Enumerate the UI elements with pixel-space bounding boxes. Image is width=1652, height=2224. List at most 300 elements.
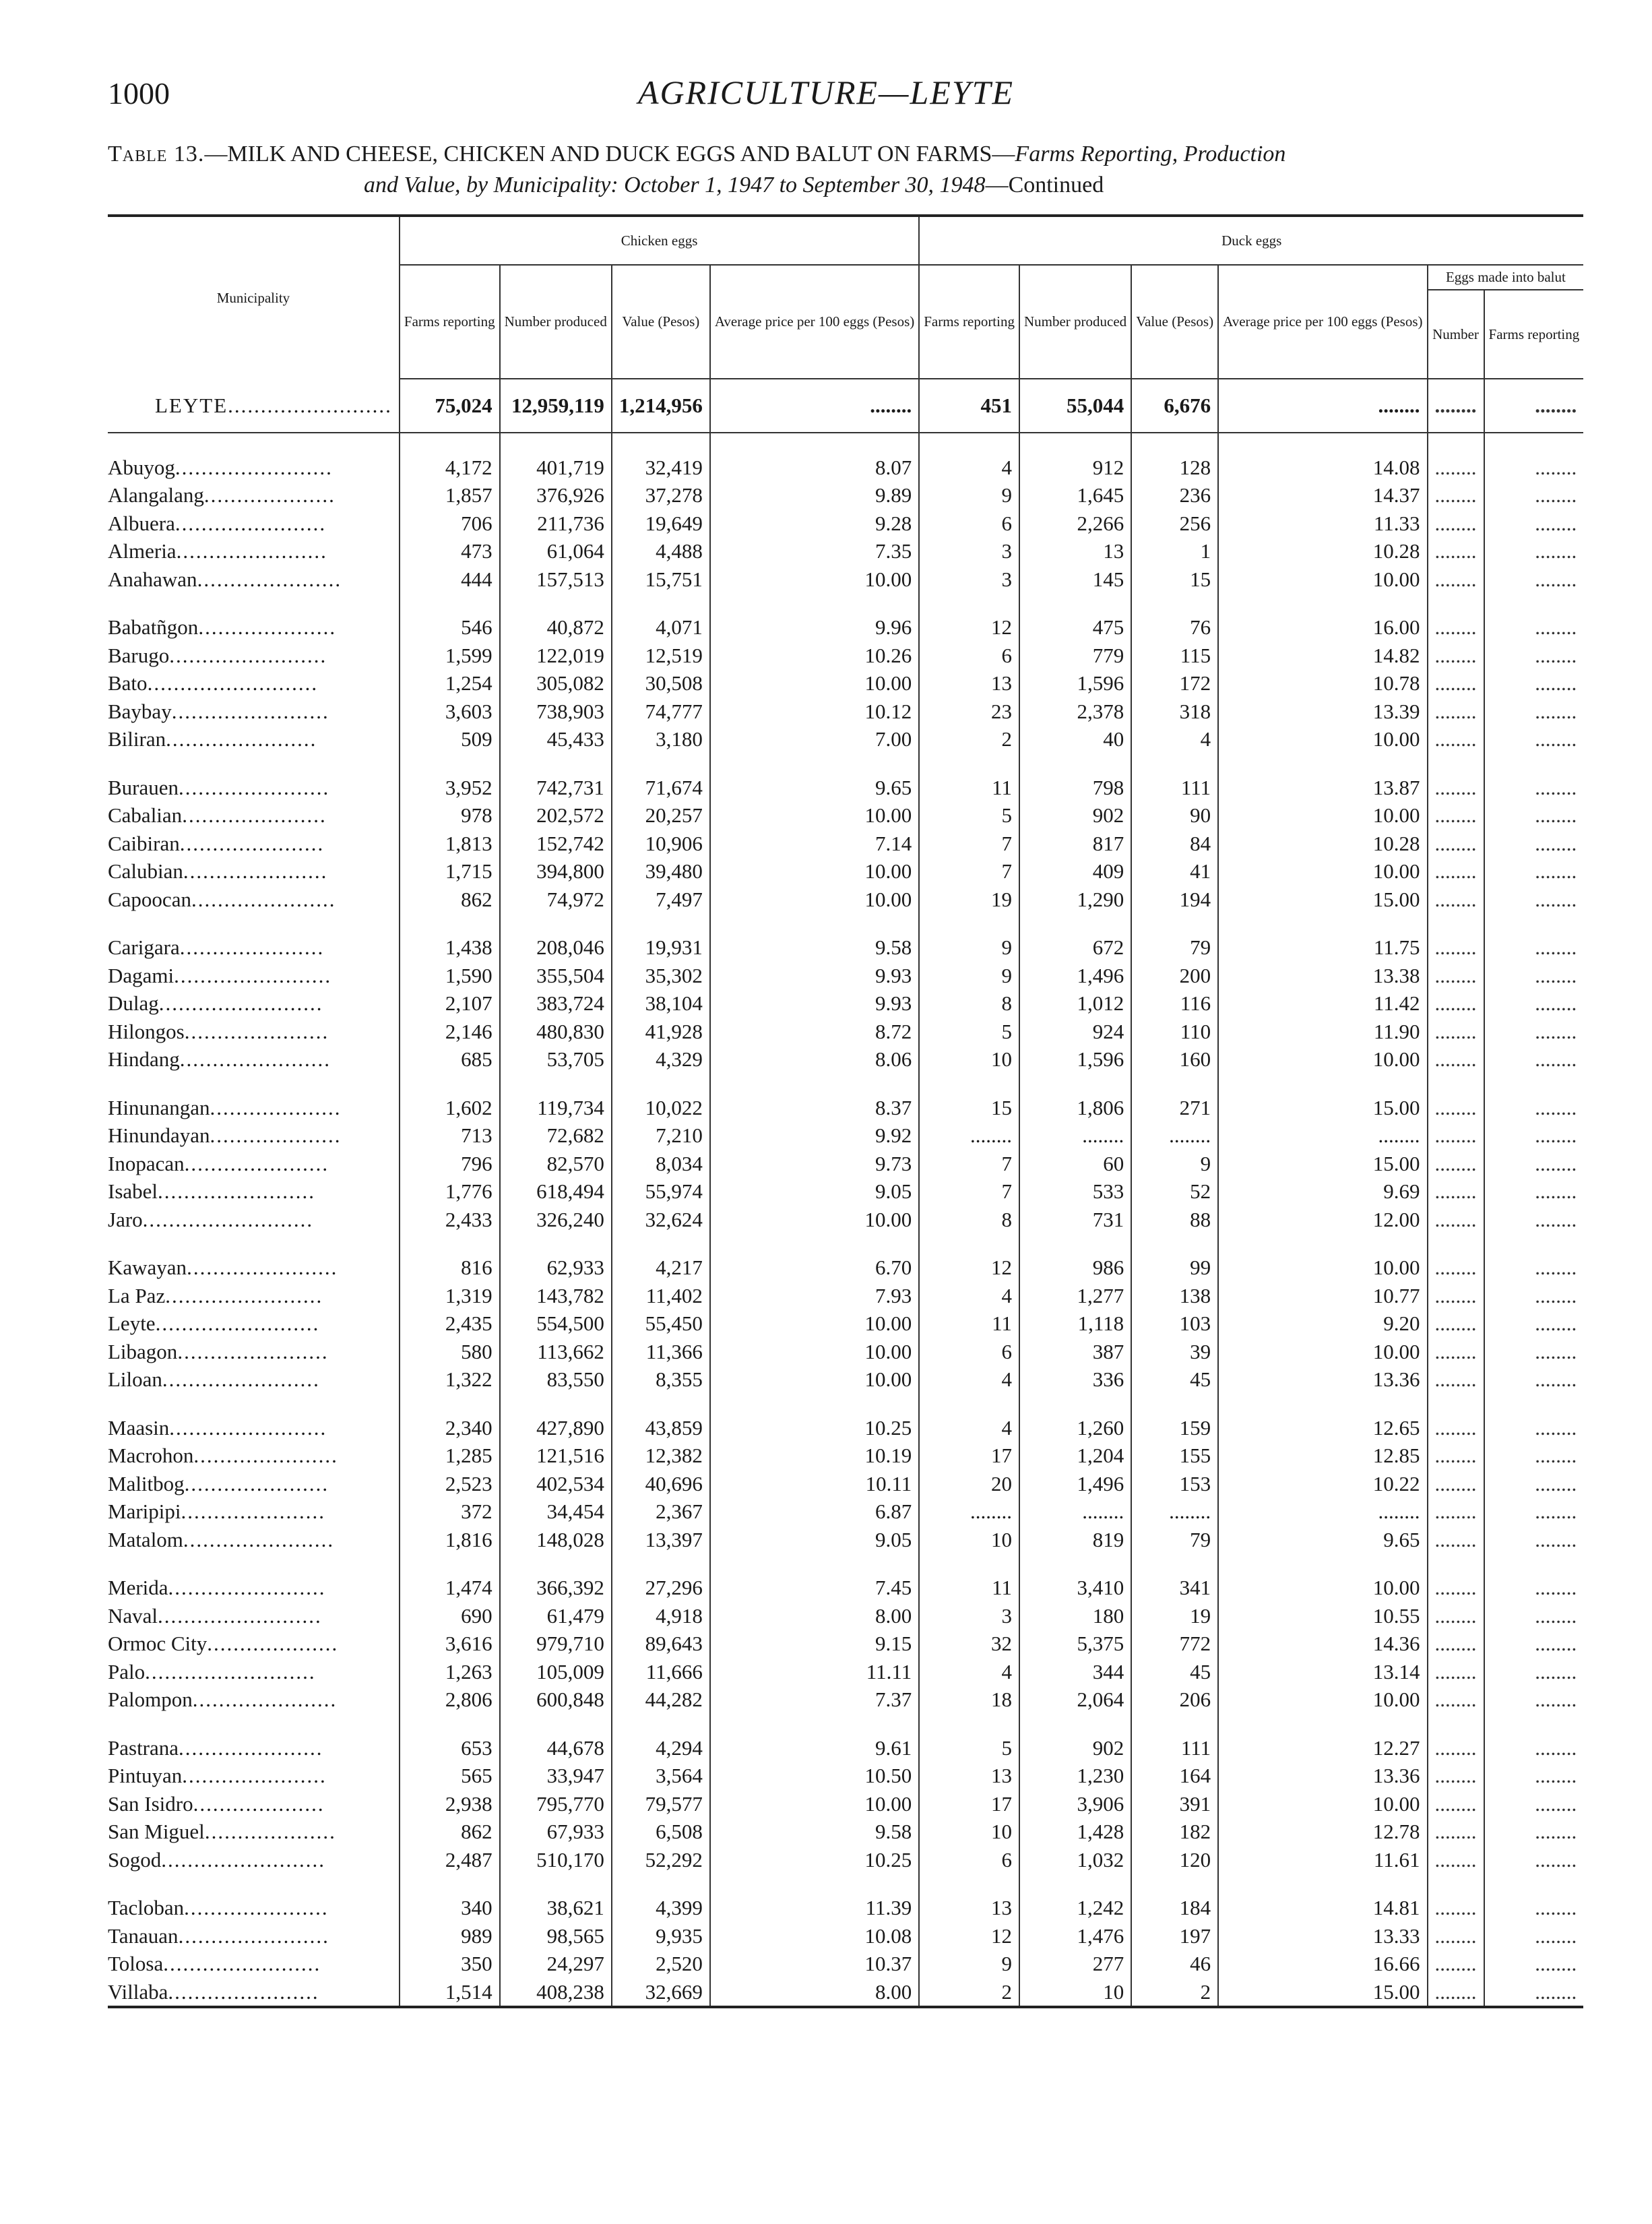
- cell-balut-farms: ........: [1484, 698, 1584, 726]
- cell-c-value: 19,649: [612, 509, 710, 538]
- municipality-name: [108, 1394, 400, 1442]
- municipality-label: La Paz: [108, 1283, 166, 1307]
- cell-d-avg: 10.22: [1218, 1470, 1427, 1498]
- cell-d-avg: 15.00: [1218, 1150, 1427, 1178]
- cell-balut-number: ........: [1428, 1526, 1484, 1554]
- cell-balut-farms: ........: [1484, 1553, 1584, 1602]
- cell-d-number: 1,596: [1019, 669, 1131, 698]
- cell-d-value: ........: [1131, 1497, 1218, 1526]
- cell-balut-number: ........: [1428, 1233, 1484, 1282]
- cell-balut-number: ........: [1428, 379, 1484, 433]
- dot-leader: ......................: [179, 1735, 323, 1760]
- table-row: [108, 1658, 1583, 1686]
- cell-c-value: 38,104: [612, 989, 710, 1018]
- dot-leader: ......................: [193, 1444, 338, 1467]
- municipality-name: [108, 1365, 400, 1394]
- cell-balut-farms: ........: [1484, 1338, 1584, 1366]
- dot-leader: .......................: [179, 1047, 331, 1071]
- cell-c-avg: 9.05: [710, 1526, 919, 1554]
- cell-c-farms: 1,857: [400, 481, 500, 509]
- cell-balut-farms: ........: [1484, 1922, 1584, 1950]
- cell-d-number: 779: [1019, 642, 1131, 670]
- cell-d-value: 103: [1131, 1309, 1218, 1338]
- municipality-name: [108, 1630, 400, 1658]
- cell-d-avg: 15.00: [1218, 1978, 1427, 2008]
- cell-c-farms: 546: [400, 593, 500, 642]
- municipality-name: [108, 857, 400, 886]
- cell-c-number: 554,500: [500, 1309, 612, 1338]
- cell-d-farms: 4: [919, 1365, 1019, 1394]
- cell-balut-farms: ........: [1484, 1950, 1584, 1978]
- cell-d-avg: 14.82: [1218, 642, 1427, 670]
- cell-c-number: 53,705: [500, 1045, 612, 1074]
- cell-c-avg: 10.00: [710, 669, 919, 698]
- cell-c-value: 55,974: [612, 1177, 710, 1206]
- cell-d-number: 902: [1019, 801, 1131, 830]
- table-row: [108, 830, 1583, 858]
- municipality-label: Biliran: [108, 727, 166, 751]
- cell-d-avg: 10.00: [1218, 857, 1427, 886]
- cell-c-farms: 1,715: [400, 857, 500, 886]
- cell-balut-number: ........: [1428, 1950, 1484, 1978]
- cell-c-number: 82,570: [500, 1150, 612, 1178]
- cell-c-value: 32,419: [612, 433, 710, 482]
- cell-balut-farms: ........: [1484, 989, 1584, 1018]
- header-chicken-number: Number produced: [500, 265, 612, 379]
- municipality-label: Pastrana: [108, 1735, 179, 1760]
- cell-d-farms: 17: [919, 1442, 1019, 1470]
- cell-balut-number: ........: [1428, 1470, 1484, 1498]
- cell-d-value: 99: [1131, 1233, 1218, 1282]
- municipality-name: [108, 593, 400, 642]
- cell-c-avg: 11.11: [710, 1658, 919, 1686]
- dot-leader: .........................: [155, 1311, 320, 1335]
- cell-c-farms: 2,523: [400, 1470, 500, 1498]
- dot-leader: ........................: [168, 1576, 326, 1599]
- municipality-label: Ormoc City: [108, 1632, 208, 1655]
- dot-leader: ......................: [184, 1151, 329, 1175]
- cell-c-value: 3,180: [612, 725, 710, 753]
- cell-d-farms: 15: [919, 1074, 1019, 1122]
- municipality-label: Pintuyan: [108, 1764, 183, 1787]
- cell-balut-number: ........: [1428, 1846, 1484, 1874]
- cell-d-number: 1,012: [1019, 989, 1131, 1018]
- municipality-name: [108, 565, 400, 594]
- cell-c-avg: 9.93: [710, 962, 919, 990]
- cell-d-number: 817: [1019, 830, 1131, 858]
- table-row: [108, 1394, 1583, 1442]
- cell-d-avg: 10.00: [1218, 1338, 1427, 1366]
- cell-balut-number: ........: [1428, 537, 1484, 565]
- cell-balut-number: ........: [1428, 433, 1484, 482]
- cell-c-value: 4,294: [612, 1714, 710, 1762]
- cell-d-value: 153: [1131, 1470, 1218, 1498]
- cell-balut-farms: ........: [1484, 857, 1584, 886]
- cell-d-value: 39: [1131, 1338, 1218, 1366]
- cell-c-number: 121,516: [500, 1442, 612, 1470]
- cell-d-value: 79: [1131, 1526, 1218, 1554]
- municipality-label: Kawayan: [108, 1256, 187, 1279]
- page-number: 1000: [108, 76, 170, 111]
- cell-d-farms: 3: [919, 565, 1019, 594]
- cell-c-farms: 1,474: [400, 1553, 500, 1602]
- table-row: [108, 1045, 1583, 1074]
- table-row: [108, 1206, 1583, 1234]
- cell-c-farms: 685: [400, 1045, 500, 1074]
- cell-d-value: 160: [1131, 1045, 1218, 1074]
- municipality-name: [108, 1497, 400, 1526]
- dot-leader: ....................: [207, 1632, 339, 1655]
- cell-balut-number: ........: [1428, 1074, 1484, 1122]
- cell-d-value: 15: [1131, 565, 1218, 594]
- cell-c-farms: 2,107: [400, 989, 500, 1018]
- cell-balut-number: ........: [1428, 857, 1484, 886]
- cell-balut-farms: ........: [1484, 1630, 1584, 1658]
- table-row: [108, 1526, 1583, 1554]
- cell-balut-number: ........: [1428, 1018, 1484, 1046]
- cell-balut-number: ........: [1428, 481, 1484, 509]
- cell-d-avg: 10.78: [1218, 669, 1427, 698]
- cell-d-avg: 12.85: [1218, 1442, 1427, 1470]
- cell-d-avg: 13.38: [1218, 962, 1427, 990]
- cell-d-number: 3,906: [1019, 1790, 1131, 1818]
- cell-d-value: 200: [1131, 962, 1218, 990]
- cell-balut-number: ........: [1428, 1282, 1484, 1310]
- municipality-label: Matalom: [108, 1527, 183, 1551]
- table-row: [108, 1177, 1583, 1206]
- cell-d-avg: ........: [1218, 1497, 1427, 1526]
- dot-leader: .......................: [166, 727, 317, 751]
- cell-balut-number: ........: [1428, 1121, 1484, 1150]
- cell-d-value: 2: [1131, 1978, 1218, 2008]
- table-row: [108, 989, 1583, 1018]
- dot-leader: ......................: [184, 1896, 329, 1919]
- cell-c-value: 15,751: [612, 565, 710, 594]
- header-chicken-farms: Farms reporting: [400, 265, 500, 379]
- cell-c-number: 40,872: [500, 593, 612, 642]
- cell-d-farms: 12: [919, 1922, 1019, 1950]
- table-row: [108, 1978, 1583, 2008]
- dot-leader: ......................: [182, 803, 327, 827]
- cell-c-farms: 796: [400, 1150, 500, 1178]
- cell-d-value: 172: [1131, 669, 1218, 698]
- cell-balut-number: ........: [1428, 1922, 1484, 1950]
- cell-d-farms: 4: [919, 433, 1019, 482]
- cell-d-avg: 11.61: [1218, 1846, 1427, 1874]
- cell-c-value: 7,497: [612, 886, 710, 914]
- cell-c-value: 74,777: [612, 698, 710, 726]
- cell-balut-farms: ........: [1484, 669, 1584, 698]
- cell-c-farms: 1,263: [400, 1658, 500, 1686]
- cell-c-value: 11,366: [612, 1338, 710, 1366]
- table-row: [108, 1602, 1583, 1630]
- municipality-name: [108, 669, 400, 698]
- cell-d-farms: 12: [919, 593, 1019, 642]
- dot-leader: ........................: [162, 1367, 320, 1391]
- cell-d-avg: 13.39: [1218, 698, 1427, 726]
- municipality-name: [108, 1950, 400, 1978]
- dot-leader: ......................: [182, 1764, 327, 1787]
- table-row: [108, 1790, 1583, 1818]
- municipality-label: Palompon: [108, 1688, 193, 1711]
- cell-balut-farms: ........: [1484, 1526, 1584, 1554]
- municipality-name: [108, 481, 400, 509]
- cell-d-farms: 4: [919, 1394, 1019, 1442]
- cell-d-avg: 13.87: [1218, 753, 1427, 802]
- cell-c-farms: 2,340: [400, 1394, 500, 1442]
- municipality-label: Hindang: [108, 1047, 180, 1071]
- table-row: [108, 1762, 1583, 1790]
- table-row: [108, 1714, 1583, 1762]
- table-row: [108, 1282, 1583, 1310]
- dot-leader: ....................: [193, 1791, 325, 1816]
- cell-c-value: 79,577: [612, 1790, 710, 1818]
- cell-c-farms: 2,487: [400, 1846, 500, 1874]
- cell-balut-farms: ........: [1484, 1602, 1584, 1630]
- cell-d-avg: 13.14: [1218, 1658, 1427, 1686]
- cell-d-number: 819: [1019, 1526, 1131, 1554]
- cell-balut-number: ........: [1428, 1630, 1484, 1658]
- cell-balut-farms: ........: [1484, 1282, 1584, 1310]
- cell-d-number: 5,375: [1019, 1630, 1131, 1658]
- cell-balut-farms: ........: [1484, 725, 1584, 753]
- cell-c-farms: 1,590: [400, 962, 500, 990]
- cell-d-value: 79: [1131, 913, 1218, 962]
- cell-d-value: 120: [1131, 1846, 1218, 1874]
- cell-c-value: 4,399: [612, 1874, 710, 1922]
- cell-balut-number: ........: [1428, 1602, 1484, 1630]
- municipality-label: Naval: [108, 1603, 158, 1628]
- cell-d-value: 52: [1131, 1177, 1218, 1206]
- cell-d-avg: ........: [1218, 379, 1427, 433]
- table-row: [108, 801, 1583, 830]
- table-row: [108, 1686, 1583, 1714]
- dot-leader: .......................: [187, 1256, 338, 1279]
- cell-balut-farms: ........: [1484, 593, 1584, 642]
- cell-c-avg: 9.58: [710, 1818, 919, 1846]
- municipality-label: Hinunangan: [108, 1095, 210, 1119]
- municipality-name: [108, 1762, 400, 1790]
- dot-leader: ..........................: [145, 1659, 316, 1684]
- cell-d-number: 277: [1019, 1950, 1131, 1978]
- cell-balut-number: ........: [1428, 669, 1484, 698]
- cell-d-value: 110: [1131, 1018, 1218, 1046]
- cell-c-avg: 10.00: [710, 1206, 919, 1234]
- municipality-name: [108, 1818, 400, 1846]
- cell-c-value: 89,643: [612, 1630, 710, 1658]
- table-row: [108, 886, 1583, 914]
- cell-c-number: 33,947: [500, 1762, 612, 1790]
- cell-d-avg: 11.75: [1218, 913, 1427, 962]
- cell-c-farms: 4,172: [400, 433, 500, 482]
- municipality-label: Tolosa: [108, 1952, 164, 1975]
- cell-balut-number: ........: [1428, 1658, 1484, 1686]
- table-row: [108, 565, 1583, 594]
- cell-d-avg: 16.66: [1218, 1950, 1427, 1978]
- total-row: [108, 379, 1583, 433]
- cell-d-avg: 9.20: [1218, 1309, 1427, 1338]
- cell-c-value: 4,217: [612, 1233, 710, 1282]
- cell-d-avg: 10.28: [1218, 830, 1427, 858]
- dot-leader: ......................: [192, 1688, 338, 1711]
- cell-c-avg: 8.72: [710, 1018, 919, 1046]
- cell-c-farms: 2,146: [400, 1018, 500, 1046]
- cell-balut-farms: ........: [1484, 1714, 1584, 1762]
- dot-leader: .......................: [178, 1923, 329, 1948]
- table-row: [108, 1470, 1583, 1498]
- cell-c-number: 738,903: [500, 698, 612, 726]
- cell-d-avg: 9.65: [1218, 1526, 1427, 1554]
- cell-d-number: ........: [1019, 1121, 1131, 1150]
- cell-c-avg: 9.89: [710, 481, 919, 509]
- cell-d-farms: 2: [919, 1978, 1019, 2008]
- cell-d-number: 1,596: [1019, 1045, 1131, 1074]
- cell-c-avg: 7.37: [710, 1686, 919, 1714]
- municipality-label: Calubian: [108, 859, 183, 883]
- cell-d-farms: 23: [919, 698, 1019, 726]
- header-municipality: Municipality: [216, 289, 290, 306]
- cell-d-farms: 7: [919, 1177, 1019, 1206]
- cell-d-farms: 6: [919, 1338, 1019, 1366]
- cell-c-value: 8,355: [612, 1365, 710, 1394]
- cell-d-value: 128: [1131, 433, 1218, 482]
- municipality-label: LEYTE: [155, 393, 228, 417]
- cell-d-avg: 10.00: [1218, 1790, 1427, 1818]
- cell-c-number: 208,046: [500, 913, 612, 962]
- cell-balut-number: ........: [1428, 1714, 1484, 1762]
- cell-c-value: 6,508: [612, 1818, 710, 1846]
- municipality-name: [108, 886, 400, 914]
- cell-c-avg: 10.00: [710, 857, 919, 886]
- municipality-name: [108, 1338, 400, 1366]
- municipality-name: [108, 1074, 400, 1122]
- cell-d-avg: 10.00: [1218, 1553, 1427, 1602]
- municipality-name: [108, 962, 400, 990]
- cell-balut-number: ........: [1428, 753, 1484, 802]
- cell-c-number: 618,494: [500, 1177, 612, 1206]
- cell-d-number: 1,645: [1019, 481, 1131, 509]
- cell-balut-farms: ........: [1484, 1497, 1584, 1526]
- cell-c-farms: 565: [400, 1762, 500, 1790]
- cell-c-value: 32,669: [612, 1978, 710, 2008]
- municipality-label: Isabel: [108, 1179, 158, 1203]
- cell-c-farms: 1,816: [400, 1526, 500, 1554]
- cell-d-number: 798: [1019, 753, 1131, 802]
- cell-balut-number: ........: [1428, 1497, 1484, 1526]
- cell-d-farms: 13: [919, 1762, 1019, 1790]
- cell-d-value: 41: [1131, 857, 1218, 886]
- cell-balut-number: ........: [1428, 1818, 1484, 1846]
- cell-c-value: 8,034: [612, 1150, 710, 1178]
- cell-c-farms: 2,938: [400, 1790, 500, 1818]
- table-row: [108, 509, 1583, 538]
- cell-c-value: 12,519: [612, 642, 710, 670]
- cell-d-value: 194: [1131, 886, 1218, 914]
- municipality-name: [108, 1874, 400, 1922]
- cell-c-number: 402,534: [500, 1470, 612, 1498]
- header-chicken-value: Value (Pesos): [612, 265, 710, 379]
- header-balut-farms: Farms reporting: [1484, 290, 1584, 379]
- cell-c-value: 12,382: [612, 1442, 710, 1470]
- municipality-name: [108, 1922, 400, 1950]
- cell-balut-number: ........: [1428, 509, 1484, 538]
- cell-balut-farms: ........: [1484, 1790, 1584, 1818]
- municipality-label: Abuyog: [108, 455, 175, 479]
- cell-c-value: 52,292: [612, 1846, 710, 1874]
- cell-d-number: 344: [1019, 1658, 1131, 1686]
- cell-d-farms: ........: [919, 1121, 1019, 1150]
- cell-c-value: 37,278: [612, 481, 710, 509]
- cell-balut-number: ........: [1428, 1978, 1484, 2008]
- cell-d-value: 182: [1131, 1818, 1218, 1846]
- cell-c-number: 148,028: [500, 1526, 612, 1554]
- table-row: [108, 725, 1583, 753]
- cell-c-avg: 10.08: [710, 1922, 919, 1950]
- cell-c-avg: 9.93: [710, 989, 919, 1018]
- cell-d-avg: 12.00: [1218, 1206, 1427, 1234]
- municipality-name: [108, 698, 400, 726]
- cell-balut-farms: ........: [1484, 1018, 1584, 1046]
- cell-d-number: 986: [1019, 1233, 1131, 1282]
- cell-c-avg: 10.00: [710, 1365, 919, 1394]
- cell-balut-number: ........: [1428, 1442, 1484, 1470]
- cell-d-avg: 15.00: [1218, 1074, 1427, 1122]
- cell-d-avg: 13.33: [1218, 1922, 1427, 1950]
- cell-c-avg: 10.37: [710, 1950, 919, 1978]
- dot-leader: .........................: [161, 1847, 325, 1872]
- cell-c-farms: 1,319: [400, 1282, 500, 1310]
- cell-balut-number: ........: [1428, 989, 1484, 1018]
- cell-c-avg: ........: [710, 379, 919, 433]
- table-row: [108, 669, 1583, 698]
- continued-note: —Continued: [985, 173, 1104, 197]
- cell-c-number: 383,724: [500, 989, 612, 1018]
- cell-c-value: 4,488: [612, 537, 710, 565]
- cell-c-value: 40,696: [612, 1470, 710, 1498]
- cell-balut-number: ........: [1428, 1394, 1484, 1442]
- cell-c-farms: 2,435: [400, 1309, 500, 1338]
- cell-d-avg: 12.78: [1218, 1818, 1427, 1846]
- cell-d-avg: 12.27: [1218, 1714, 1427, 1762]
- cell-d-avg: 11.90: [1218, 1018, 1427, 1046]
- municipality-label: Dagami: [108, 963, 174, 987]
- municipality-name: [108, 1553, 400, 1602]
- cell-d-value: 111: [1131, 753, 1218, 802]
- table-row: [108, 1121, 1583, 1150]
- cell-c-farms: 1,599: [400, 642, 500, 670]
- dot-leader: ..........................: [147, 671, 319, 695]
- dot-leader: .......................: [176, 539, 327, 563]
- cell-d-farms: 8: [919, 1206, 1019, 1234]
- cell-c-avg: 9.05: [710, 1177, 919, 1206]
- cell-d-value: 19: [1131, 1602, 1218, 1630]
- dot-leader: ......................: [184, 1471, 329, 1495]
- cell-d-number: 924: [1019, 1018, 1131, 1046]
- cell-d-number: 2,064: [1019, 1686, 1131, 1714]
- municipality-label: Carigara: [108, 935, 180, 959]
- cell-c-avg: 10.00: [710, 801, 919, 830]
- municipality-name: [108, 1045, 400, 1074]
- cell-balut-farms: ........: [1484, 753, 1584, 802]
- cell-c-avg: 10.00: [710, 1790, 919, 1818]
- table-row: [108, 1922, 1583, 1950]
- cell-d-number: 1,032: [1019, 1846, 1131, 1874]
- municipality-label: Baybay: [108, 699, 172, 723]
- cell-c-number: 427,890: [500, 1394, 612, 1442]
- cell-c-value: 1,214,956: [612, 379, 710, 433]
- cell-d-avg: 14.36: [1218, 1630, 1427, 1658]
- cell-c-number: 143,782: [500, 1282, 612, 1310]
